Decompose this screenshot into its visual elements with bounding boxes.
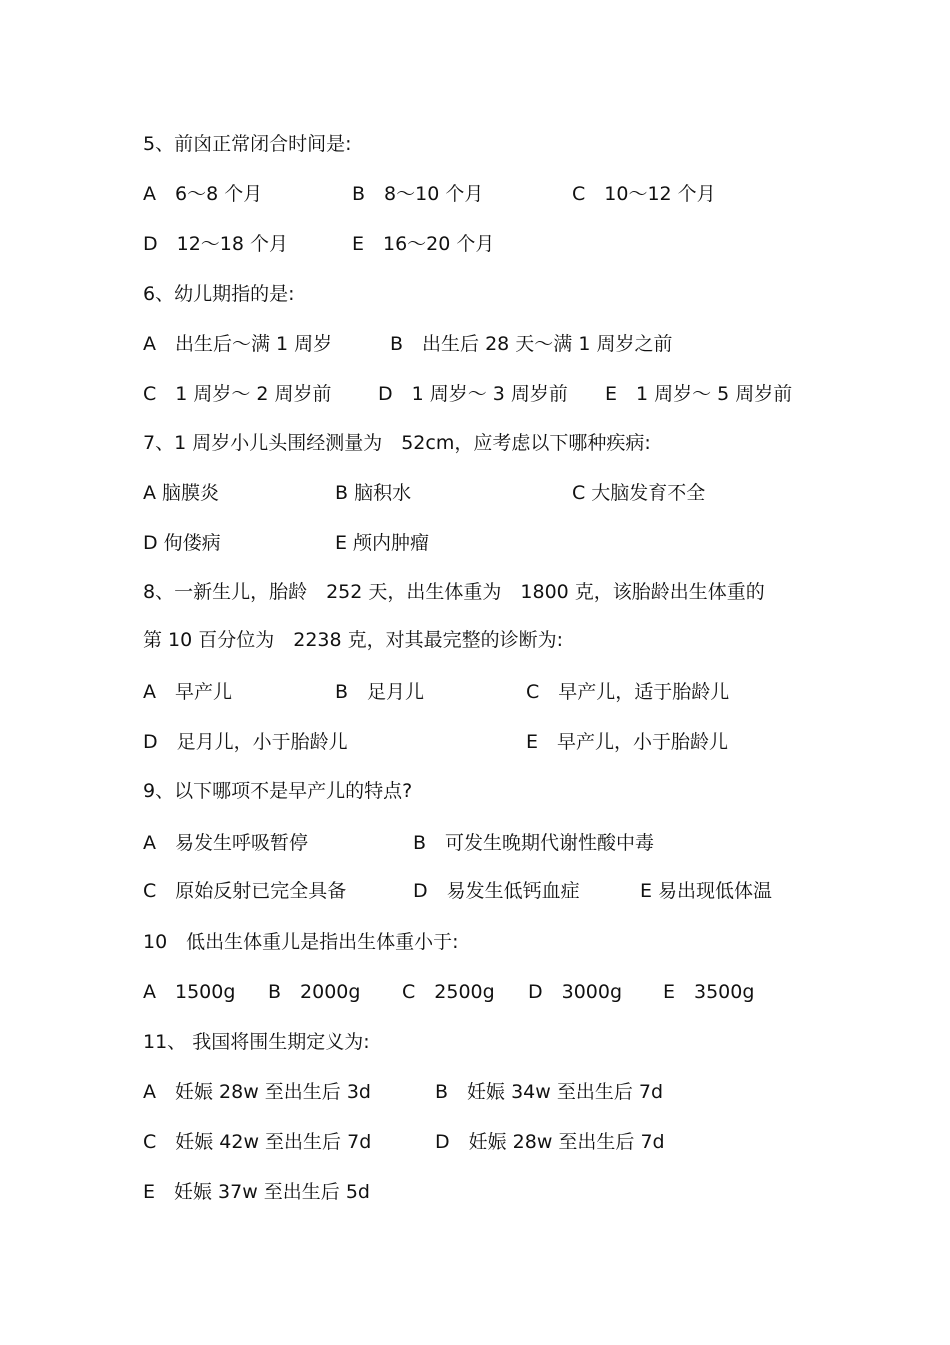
option-c: C 2500g <box>402 981 495 1003</box>
option-a: A 出生后～满 1 周岁 <box>143 333 333 355</box>
option-a: A 妊娠 28w 至出生后 3d <box>143 1081 371 1103</box>
question-text: 9、以下哪项不是早产儿的特点? <box>143 780 413 802</box>
option-b: B 可发生晚期代谢性酸中毒 <box>413 832 655 854</box>
question-6-options-row-1 <box>0 329 950 359</box>
option-b: B 8～10 个月 <box>352 183 484 205</box>
option-d: D 3000g <box>528 981 623 1003</box>
option-c: C 妊娠 42w 至出生后 7d <box>143 1131 372 1153</box>
option-a: A 早产儿 <box>143 681 232 703</box>
question-10-options-row <box>0 977 950 1007</box>
option-b: B 脑积水 <box>335 482 412 504</box>
question-text: 5、前囟正常闭合时间是: <box>143 133 352 155</box>
option-a: A 易发生呼吸暂停 <box>143 832 308 854</box>
question-7-stem <box>0 428 950 458</box>
question-text: 10 低出生体重儿是指出生体重小于: <box>143 931 459 953</box>
question-8-options-row-1 <box>0 677 950 707</box>
question-9-options-row-1 <box>0 828 950 858</box>
option-d: D 妊娠 28w 至出生后 7d <box>435 1131 665 1153</box>
question-5-stem <box>0 129 950 159</box>
question-11-options-row-3 <box>0 1177 950 1207</box>
option-e: E 妊娠 37w 至出生后 5d <box>143 1181 370 1203</box>
option-c: C 大脑发育不全 <box>572 482 706 504</box>
question-5-options-row-2 <box>0 229 950 259</box>
option-e: E 早产儿，小于胎龄儿 <box>526 731 729 753</box>
option-c: C 早产儿，适于胎龄儿 <box>526 681 730 703</box>
question-text: 6、幼儿期指的是: <box>143 283 295 305</box>
option-d: D 1 周岁～ 3 周岁前 <box>378 383 568 405</box>
question-8-stem <box>0 577 950 607</box>
question-9-options-row-2 <box>0 876 950 906</box>
option-b: B 足月儿 <box>335 681 425 703</box>
option-c: C 原始反射已完全具备 <box>143 880 347 902</box>
option-b: B 妊娠 34w 至出生后 7d <box>435 1081 664 1103</box>
question-6-stem <box>0 279 950 309</box>
option-e: E 3500g <box>663 981 755 1003</box>
question-text: 7、1 周岁小儿头围经测量为 52cm，应考虑以下哪种疾病: <box>143 432 651 454</box>
question-text: 11、 我国将围生期定义为: <box>143 1031 370 1053</box>
question-7-options-row-1 <box>0 478 950 508</box>
question-11-options-row-1 <box>0 1077 950 1107</box>
option-b: B 出生后 28 天～满 1 周岁之前 <box>390 333 673 355</box>
option-a: A 脑膜炎 <box>143 482 220 504</box>
option-d: D 12～18 个月 <box>143 233 289 255</box>
option-e: E 1 周岁～ 5 周岁前 <box>605 383 793 405</box>
question-10-stem <box>0 927 950 957</box>
question-7-options-row-2 <box>0 528 950 558</box>
question-11-options-row-2 <box>0 1127 950 1157</box>
question-9-stem <box>0 776 950 806</box>
option-e: E 16～20 个月 <box>352 233 495 255</box>
question-8-options-row-2 <box>0 727 950 757</box>
option-d: D 足月儿，小于胎龄儿 <box>143 731 348 753</box>
option-c: C 1 周岁～ 2 周岁前 <box>143 383 332 405</box>
question-text: 8、一新生儿，胎龄 252 天，出生体重为 1800 克，该胎龄出生体重的 <box>143 581 765 603</box>
option-d: D 佝偻病 <box>143 532 221 554</box>
question-11-stem <box>0 1027 950 1057</box>
option-c: C 10～12 个月 <box>572 183 716 205</box>
option-a: A 6～8 个月 <box>143 183 263 205</box>
option-e: E 易出现低体温 <box>640 880 773 902</box>
option-b: B 2000g <box>268 981 361 1003</box>
question-5-options-row-1 <box>0 179 950 209</box>
question-8-stem-continued <box>0 625 950 655</box>
option-e: E 颅内肿瘤 <box>335 532 430 554</box>
question-text: 第 10 百分位为 2238 克，对其最完整的诊断为: <box>143 629 564 651</box>
option-d: D 易发生低钙血症 <box>413 880 580 902</box>
option-a: A 1500g <box>143 981 236 1003</box>
question-6-options-row-2 <box>0 379 950 409</box>
